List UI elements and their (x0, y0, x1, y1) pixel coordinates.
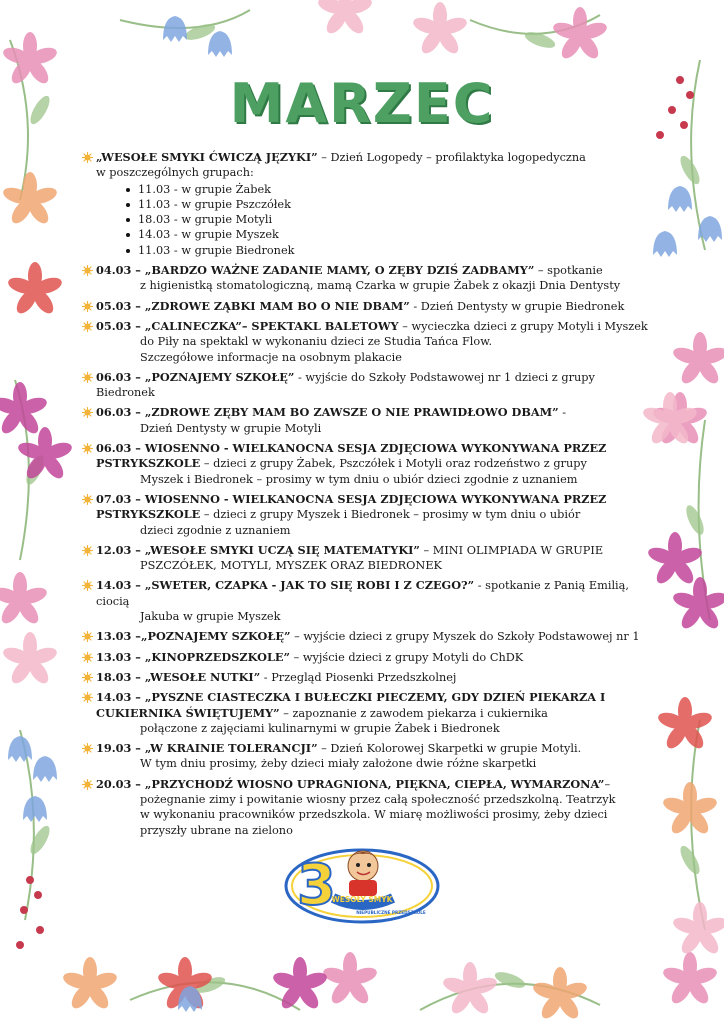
events-list (82, 150, 652, 843)
sun-icon (82, 494, 93, 505)
sun-icon (82, 743, 93, 754)
event-entry (82, 741, 652, 772)
list-item: 18.03 - w grupie Motyli (126, 212, 652, 227)
list-item: 11.03 - w grupie Pszczółek (126, 197, 652, 212)
event-entry (82, 543, 652, 574)
sun-icon (82, 672, 93, 683)
list-item: 11.03 - w grupie Żabek (126, 182, 652, 197)
sun-icon (82, 631, 93, 642)
event-continuation: PSZCZÓŁEK, MOTYLI, MYSZEK ORAZ BIEDRONEK (140, 559, 442, 573)
svg-text:3: 3 (297, 853, 336, 918)
event-entry (82, 370, 652, 401)
event-title: 06.03 – WIOSENNO - WIELKANOCNA SESJA ZDJĘCIOWA WYKONYWANA PRZEZ PSTRYKSZKOLE (96, 441, 607, 471)
event-entry (82, 629, 652, 644)
event-description: – MINI OLIMPIADA W GRUPIE (419, 543, 604, 557)
sun-icon (82, 545, 93, 556)
event-entry (82, 263, 652, 294)
event-continuation: Jakuba w grupie Myszek (140, 610, 281, 624)
event-description: – dzieci z grupy Myszek i Biedronek – prosimy w tym dniu o ubiór (200, 508, 581, 522)
sun-icon (82, 580, 93, 591)
event-continuation: w wykonaniu pracowników przedszkola. W miarę możliwości prosimy, żeby dzieci (140, 808, 608, 822)
list-item: 14.03 - w grupie Myszek (126, 227, 652, 242)
group-schedule-list (96, 182, 652, 258)
event-description: – (604, 777, 611, 791)
sun-icon (82, 692, 93, 703)
event-entry: „WESOŁE SMYKI ĆWICZĄ JĘZYKI” – Dzień Logopedy – profilaktyka logopedyczna w poszczególnych grupach: 11.03 - w grupie Żabek 11.03 - w grupie Pszczółek 18.03 - w grupie Motyli 14.03 - w grupie Myszek 11.03 - w grupie Biedronek (82, 150, 652, 258)
event-title: 12.03 – „WESOŁE SMYKI UCZĄ SIĘ MATEMATYKI” (96, 542, 420, 557)
list-item: 11.03 - w grupie Biedronek (126, 243, 652, 258)
event-title: 05.03 – „ZDROWE ZĄBKI MAM BO O NIE DBAM” (96, 298, 410, 313)
svg-text:NIEPUBLICZNE PRZEDSZKOLE: NIEPUBLICZNE PRZEDSZKOLE (356, 910, 426, 915)
sun-icon (82, 321, 93, 332)
event-entry (82, 441, 652, 487)
event-description: - spotkanie z Panią Emilią, ciocią (96, 579, 629, 608)
event-continuation: Szczegółowe informacje na osobnym plakacie (140, 350, 402, 364)
event-title: 13.03 –„POZNAJEMY SZKOŁĘ” (96, 629, 291, 644)
page-title: MARZEC (229, 72, 495, 135)
event-description: – spotkanie (534, 264, 603, 278)
event-title: 04.03 – „BARDZO WAŻNE ZADANIE MAMY, O ZĘBY DZIŚ ZADBAMY” (96, 263, 535, 278)
sun-icon (82, 152, 93, 163)
event-description: - Przegląd Piosenki Przedszkolnej (260, 670, 457, 684)
event-description: – Dzień Kolorowej Skarpetki w grupie Motyli. (317, 742, 582, 756)
event-title: 06.03 – „POZNAJEMY SZKOŁĘ” (96, 369, 295, 384)
event-entry (82, 670, 652, 685)
event-title: 07.03 – WIOSENNO - WIELKANOCNA SESJA ZDJĘCIOWA WYKONYWANA PRZEZ PSTRYKSZKOLE (96, 491, 607, 522)
event-entry (82, 299, 652, 314)
event-entry (82, 405, 652, 436)
sun-icon (82, 372, 93, 383)
event-description: – dzieci z grupy Żabek, Pszczółek i Motyli oraz rodzeństwo z grupy (200, 457, 587, 471)
event-continuation: Myszek i Biedronek – prosimy w tym dniu o ubiór dzieci zgodnie z uznaniem (140, 472, 578, 486)
event-continuation: dzieci zgodnie z uznaniem (140, 523, 291, 537)
event-entry (82, 777, 652, 838)
event-description: - wyjście do Szkoły Podstawowej nr 1 dzieci z grupy Biedronek (96, 370, 595, 400)
event-entry (82, 650, 652, 665)
event-title: 19.03 – „W KRAINIE TOLERANCJI” (96, 741, 318, 756)
sun-icon (82, 407, 93, 418)
event-continuation: przyszły ubrane na zielono (140, 823, 293, 837)
event-title: 14.03 – „PYSZNE CIASTECZKA I BUŁECZKI PIECZEMY, GDY DZIEŃ PIEKARZA I CUKIERNIKA ŚWIĘTUJEMY” (96, 690, 606, 720)
sun-icon (82, 265, 93, 276)
event-description: – zapoznanie z zawodem piekarza i cukiernika (279, 706, 548, 720)
event-entry (82, 690, 652, 736)
event-description: – wyjście dzieci z grupy Myszek do Szkoły Podstawowej nr 1 (290, 630, 640, 644)
sun-icon (82, 443, 93, 454)
sun-icon (82, 301, 93, 312)
event-continuation: połączone z zajęciami kulinarnymi w grupie Żabek i Biedronek (140, 721, 500, 735)
event-title: 20.03 – „PRZYCHODŹ WIOSNO UPRAGNIONA, PIĘKNA, CIEPŁA, WYMARZONA” (96, 776, 605, 791)
event-entry (82, 492, 652, 538)
event-continuation: pożegnanie zimy i powitanie wiosny przez całą społeczność przedszkolną. Teatrzyk (140, 792, 616, 806)
event-description: - Dzień Dentysty w grupie Biedronek (409, 299, 625, 313)
logo (283, 840, 441, 928)
event-title: 14.03 – „SWETER, CZAPKA - JAK TO SIĘ ROBI I Z CZEGO?” (96, 578, 475, 593)
event-description: – wycieczka dzieci z grupy Motyli i Myszek (398, 319, 648, 333)
event-continuation: Dzień Dentysty w grupie Motyli (140, 421, 322, 435)
event-continuation: z higienistką stomatologiczną, mamą Czarka w grupie Żabek z okazji Dnia Dentysty (140, 279, 621, 293)
sun-icon (82, 652, 93, 663)
event-entry (82, 578, 652, 624)
sun-icon (82, 779, 93, 790)
event-title: 06.03 – „ZDROWE ZĘBY MAM BO ZAWSZE O NIE PRAWIDŁOWO DBAM” (96, 405, 559, 420)
event-description: - (558, 406, 567, 420)
event-continuation: do Piły na spektakl w wykonaniu dzieci ze Studia Tańca Flow. (140, 335, 493, 349)
event-description: – wyjście dzieci z grupy Motyli do ChDK (290, 650, 524, 664)
event-continuation: W tym dniu prosimy, żeby dzieci miały założone dwie różne skarpetki (140, 757, 537, 771)
event-title: 18.03 – „WESOŁE NUTKI” (96, 669, 261, 684)
event-title: 13.03 – „KINOPRZEDSZKOLE” (96, 649, 291, 664)
event-title: 05.03 – „CALINECZKA”– SPEKTAKL BALETOWY (96, 318, 399, 333)
svg-text:WESOŁY SMYK: WESOŁY SMYK (331, 895, 393, 904)
event-entry (82, 319, 652, 365)
